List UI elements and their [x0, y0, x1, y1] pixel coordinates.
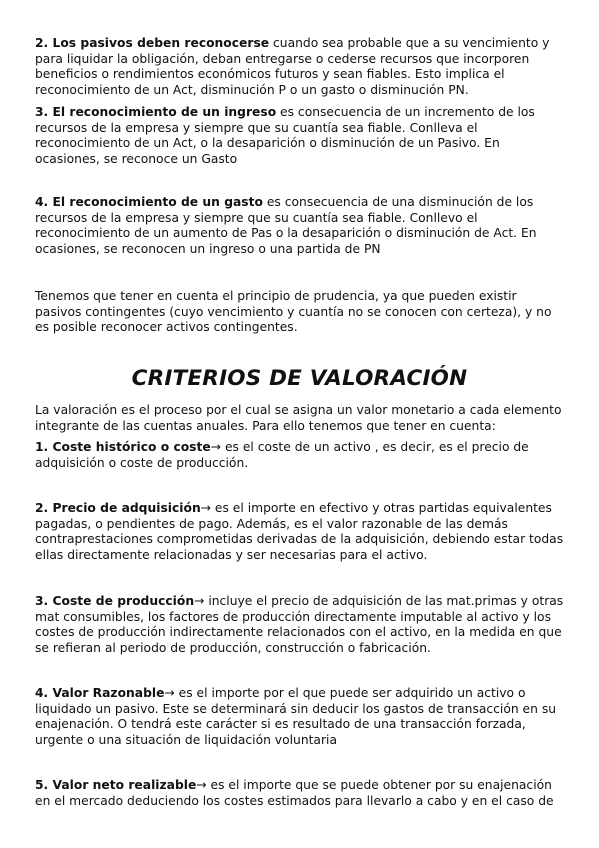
criterion-body: es el importe en efectivo y otras partidas equivalentes pagadas, o pendientes de pago. Además, es el valor razonable de las demás contraprestaciones comprometidas derivadas de la adquisición, debiendo estar todas ellas directamente relacionadas y ser necesarias para el activo.	[35, 501, 564, 562]
criterion-body: es el importe que se puede obtener por su enajenación en el mercado deduciendo los costes estimados para llevarlo a cabo y en el caso de	[35, 778, 554, 808]
arrow-icon: →	[194, 594, 205, 608]
paragraph-ingreso	[35, 105, 565, 167]
criterion-lead: 2. Precio de adquisición	[35, 501, 201, 515]
valoracion-intro: La valoración es el proceso por el cual se asigna un valor monetario a cada elemento integrante de las cuentas anuales. Para ello tenemos que tener en cuenta:	[35, 403, 562, 433]
criterion-body: es el importe por el que puede ser adquirido un activo o liquidado un pasivo. Este se determinará sin deducir los gastos de transacción en su enajenación. O tendrá este carácter si es resultado de una transacción forzada, urgente o una situación de liquidación voluntaria	[35, 686, 557, 747]
paragraph-body: es consecuencia de un incremento de los recursos de la empresa y siempre que su cuantía sea fiable. Conlleva el reconocimiento de un Act, o la desaparición o disminución de un Pasivo. En ocasiones, se reconoce un Gasto	[35, 105, 535, 166]
arrow-icon: →	[196, 778, 207, 792]
criterion-lead: 5. Valor neto realizable	[35, 778, 197, 792]
paragraph-gasto	[35, 195, 565, 257]
criterion-body: es el coste de un activo , es decir, es el precio de adquisición o coste de producción.	[35, 440, 529, 470]
paragraph-body: es consecuencia de una disminución de los recursos de la empresa y siempre que su cuantía sea fiable. Conllevo el reconocimiento de un aumento de Pas o la desaparición o disminución de Act. En ocasiones, se reconocen un ingreso o una partida de PN	[35, 195, 537, 256]
paragraph-lead: 3. El reconocimiento de un ingreso	[35, 105, 277, 119]
arrow-icon: →	[210, 440, 222, 454]
paragraph-lead: 4. El reconocimiento de un gasto	[35, 195, 263, 209]
criterion-coste-produccion	[35, 594, 565, 656]
paragraph-body: cuando sea probable que a su vencimiento y para liquidar la obligación, deban entregarse o cederse recursos que incorporen beneficios o rendimientos económicos futuros y sean fiables. Esto implica el reconocimiento de un Act, disminución P o un gasto o disminución PN.	[35, 36, 550, 97]
criterion-coste-historico	[35, 440, 565, 471]
arrow-icon: →	[164, 686, 175, 700]
criterion-lead: 3. Coste de producción	[35, 594, 195, 608]
section-title: CRITERIOS DE VALORACIÓN	[131, 366, 468, 391]
paragraph-pasivos	[35, 36, 565, 98]
arrow-icon: →	[200, 501, 212, 515]
criterion-valor-neto-realizable	[35, 778, 565, 809]
criterion-body: incluye el precio de adquisición de las mat.primas y otras mat consumibles, los factores de producción directamente imputable al activo y los costes de producción indirectamente relacionados con el activo, en la medida en que se refieran al periodo de producción, construcción o fabricación.	[35, 594, 564, 655]
criterion-lead: 4. Valor Razonable	[35, 686, 165, 700]
criterion-lead: 1. Coste histórico o coste	[35, 440, 211, 454]
paragraph-lead: 2. Los pasivos deben reconocerse	[35, 36, 270, 50]
paragraph-body: Tenemos que tener en cuenta el principio de prudencia, ya que pueden existir pasivos contingentes (cuyo vencimiento y cuantía no se conocen con certeza), y no es posible reconocer activos contingentes.	[35, 289, 552, 335]
paragraph-prudencia	[35, 289, 565, 336]
criterion-precio-adquisicion	[35, 501, 565, 563]
criterion-valor-razonable	[35, 686, 565, 748]
